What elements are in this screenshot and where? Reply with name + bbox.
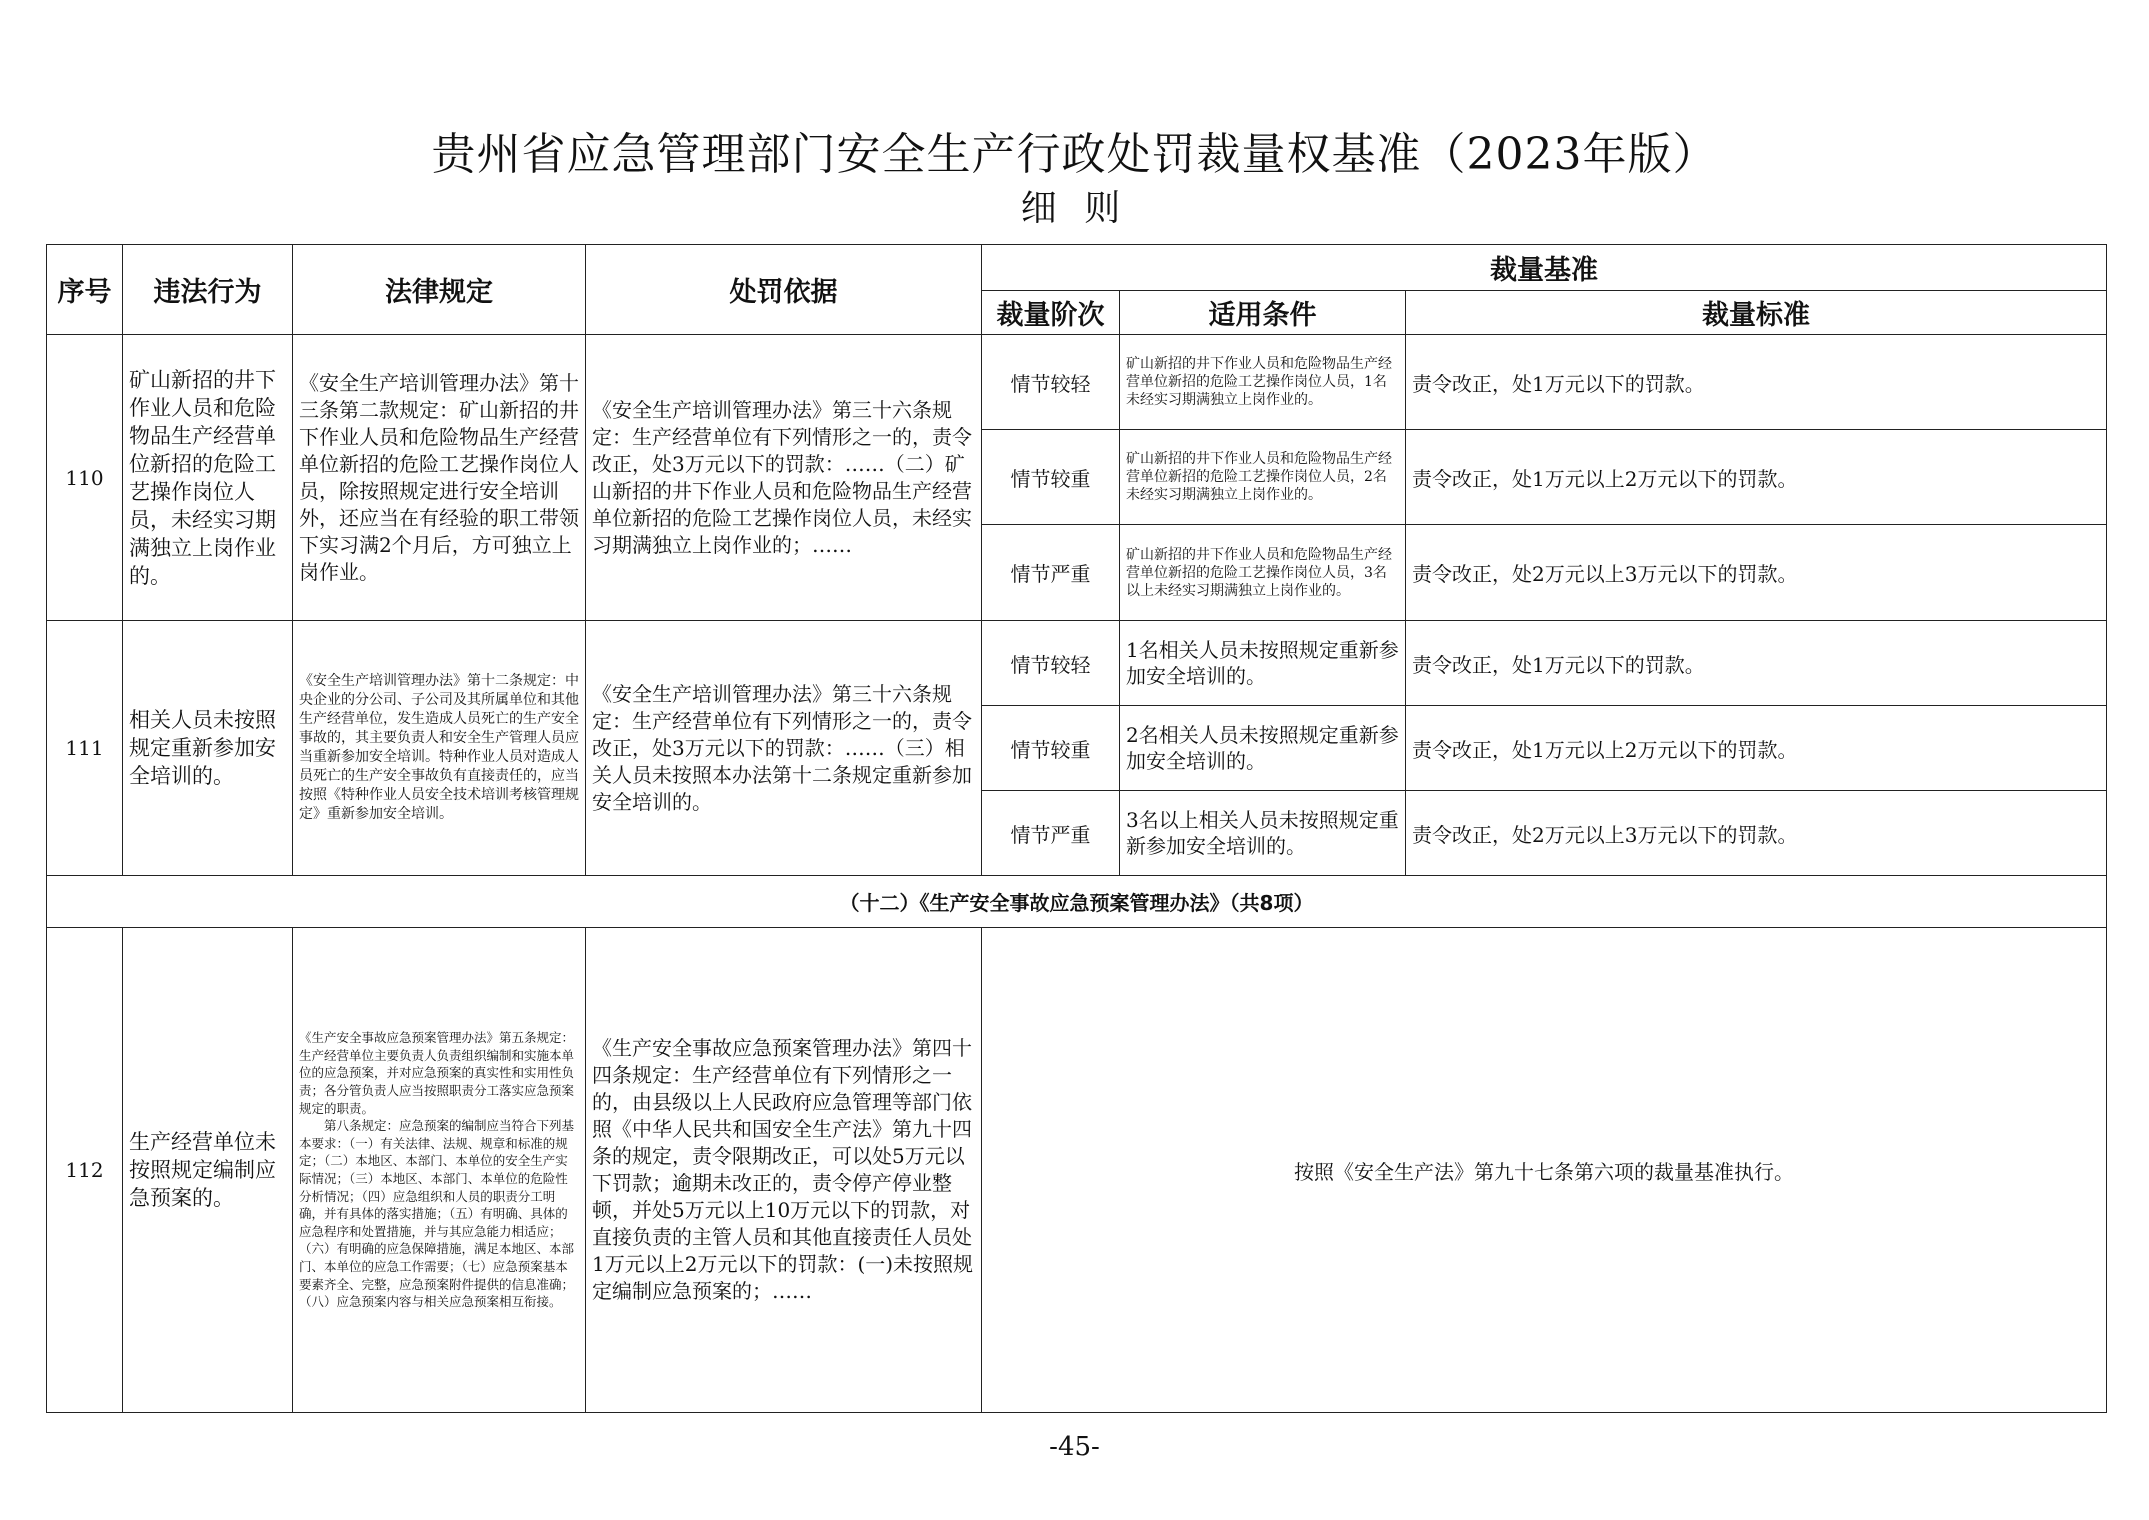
header-basis: 处罚依据 bbox=[586, 245, 982, 335]
discretion-table-container bbox=[46, 244, 2106, 1413]
condition-cell: 1名相关人员未按照规定重新参加安全培训的。 bbox=[1120, 621, 1406, 706]
header-level: 裁量阶次 bbox=[982, 291, 1120, 335]
page-number: -45- bbox=[1049, 1432, 1100, 1462]
merged-standard-cell: 按照《安全生产法》第九十七条第六项的裁量基准执行。 bbox=[982, 928, 2107, 1413]
row-number: 112 bbox=[47, 928, 123, 1413]
level-cell: 情节较重 bbox=[982, 430, 1120, 525]
standard-cell: 责令改正，处1万元以下的罚款。 bbox=[1406, 335, 2107, 430]
legal-provision-text: 《生产安全事故应急预案管理办法》第五条规定：生产经营单位主要负责人负责组织编制和实施本单位的应急预案，并对应急预案的真实性和实用性负责；各分管负责人应当按照职责分工落实应急预案规定的职责。 第八条规定：应急预案的编制应当符合下列基本要求：（一）有关法律、法规、规章和标准的规定；（二）本地区、本部门、本单位的安全生产实际情况；（三）本地区、本部门、本单位的危险性分析情况；（四）应急组织和人员的职责分工明确，并有具体的落实措施；（五）有明确、具体的应急程序和处置措施，并与其应急能力相适应；（六）有明确的应急保障措施，满足本地区、本部门、本单位的应急工作需要；（七）应急预案基本要素齐全、完整，应急预案附件提供的信息准确；（八）应急预案内容与相关应急预案相互衔接。 bbox=[299, 1030, 575, 1310]
penalty-basis-cell: 《安全生产培训管理办法》第三十六条规定：生产经营单位有下列情形之一的，责令改正，处3万元以下的罚款：……（三）相关人员未按照本办法第十二条规定重新参加安全培训的。 bbox=[586, 621, 982, 876]
legal-provision-cell bbox=[293, 928, 586, 1413]
condition-cell: 3名以上相关人员未按照规定重新参加安全培训的。 bbox=[1120, 791, 1406, 876]
violation-cell: 矿山新招的井下作业人员和危险物品生产经营单位新招的危险工艺操作岗位人员，未经实习期满独立上岗作业的。 bbox=[123, 335, 293, 621]
standard-cell: 责令改正，处2万元以上3万元以下的罚款。 bbox=[1406, 525, 2107, 621]
standard-cell: 责令改正，处1万元以上2万元以下的罚款。 bbox=[1406, 706, 2107, 791]
header-no: 序号 bbox=[47, 245, 123, 335]
table-row bbox=[47, 335, 2107, 430]
level-cell: 情节较轻 bbox=[982, 335, 1120, 430]
table-row bbox=[47, 928, 2107, 1413]
penalty-basis-cell: 《安全生产培训管理办法》第三十六条规定：生产经营单位有下列情形之一的，责令改正，处3万元以下的罚款：……（二）矿山新招的井下作业人员和危险物品生产经营单位新招的危险工艺操作岗位人员，未经实习期满独立上岗作业的；…… bbox=[586, 335, 982, 621]
section-title: （十二）《生产安全事故应急预案管理办法》（共8项） bbox=[47, 876, 2107, 928]
condition-cell: 矿山新招的井下作业人员和危险物品生产经营单位新招的危险工艺操作岗位人员，1名未经实习期满独立上岗作业的。 bbox=[1120, 335, 1406, 430]
row-number: 110 bbox=[47, 335, 123, 621]
header-standard: 裁量标准 bbox=[1406, 291, 2107, 335]
page-title: 贵州省应急管理部门安全生产行政处罚裁量权基准（2023年版） bbox=[431, 129, 1718, 180]
table-row bbox=[47, 621, 2107, 706]
condition-cell: 矿山新招的井下作业人员和危险物品生产经营单位新招的危险工艺操作岗位人员，3名以上未经实习期满独立上岗作业的。 bbox=[1120, 525, 1406, 621]
page-subtitle: 细 则 bbox=[1020, 188, 1129, 229]
level-cell: 情节严重 bbox=[982, 791, 1120, 876]
row-number: 111 bbox=[47, 621, 123, 876]
section-row bbox=[47, 876, 2107, 928]
header-condition: 适用条件 bbox=[1120, 291, 1406, 335]
penalty-basis-cell: 《生产安全事故应急预案管理办法》第四十四条规定：生产经营单位有下列情形之一的，由县级以上人民政府应急管理等部门依照《中华人民共和国安全生产法》第九十四条的规定，责令限期改正，可以处5万元以下罚款；逾期未改正的，责令停产停业整顿，并处5万元以上10万元以下的罚款，对直接负责的主管人员和其他直接责任人员处1万元以上2万元以下的罚款：(一)未按照规定编制应急预案的；…… bbox=[586, 928, 982, 1413]
header-row-1 bbox=[47, 245, 2107, 291]
level-cell: 情节较重 bbox=[982, 706, 1120, 791]
condition-cell: 2名相关人员未按照规定重新参加安全培训的。 bbox=[1120, 706, 1406, 791]
standard-cell: 责令改正，处2万元以上3万元以下的罚款。 bbox=[1406, 791, 2107, 876]
level-cell: 情节严重 bbox=[982, 525, 1120, 621]
legal-provision-cell: 《安全生产培训管理办法》第十二条规定：中央企业的分公司、子公司及其所属单位和其他生产经营单位，发生造成人员死亡的生产安全事故的，其主要负责人和安全生产管理人员应当重新参加安全培训。特种作业人员对造成人员死亡的生产安全事故负有直接责任的，应当按照《特种作业人员安全技术培训考核管理规定》重新参加安全培训。 bbox=[293, 621, 586, 876]
standard-cell: 责令改正，处1万元以下的罚款。 bbox=[1406, 621, 2107, 706]
header-law: 法律规定 bbox=[293, 245, 586, 335]
standard-cell: 责令改正，处1万元以上2万元以下的罚款。 bbox=[1406, 430, 2107, 525]
violation-cell: 相关人员未按照规定重新参加安全培训的。 bbox=[123, 621, 293, 876]
legal-provision-cell: 《安全生产培训管理办法》第十三条第二款规定：矿山新招的井下作业人员和危险物品生产经营单位新招的危险工艺操作岗位人员，除按照规定进行安全培训外，还应当在有经验的职工带领下实习满2个月后，方可独立上岗作业。 bbox=[293, 335, 586, 621]
violation-cell: 生产经营单位未按照规定编制应急预案的。 bbox=[123, 928, 293, 1413]
header-act: 违法行为 bbox=[123, 245, 293, 335]
discretion-table bbox=[46, 244, 2107, 1413]
level-cell: 情节较轻 bbox=[982, 621, 1120, 706]
header-discretion: 裁量基准 bbox=[982, 245, 2107, 291]
condition-cell: 矿山新招的井下作业人员和危险物品生产经营单位新招的危险工艺操作岗位人员，2名未经实习期满独立上岗作业的。 bbox=[1120, 430, 1406, 525]
